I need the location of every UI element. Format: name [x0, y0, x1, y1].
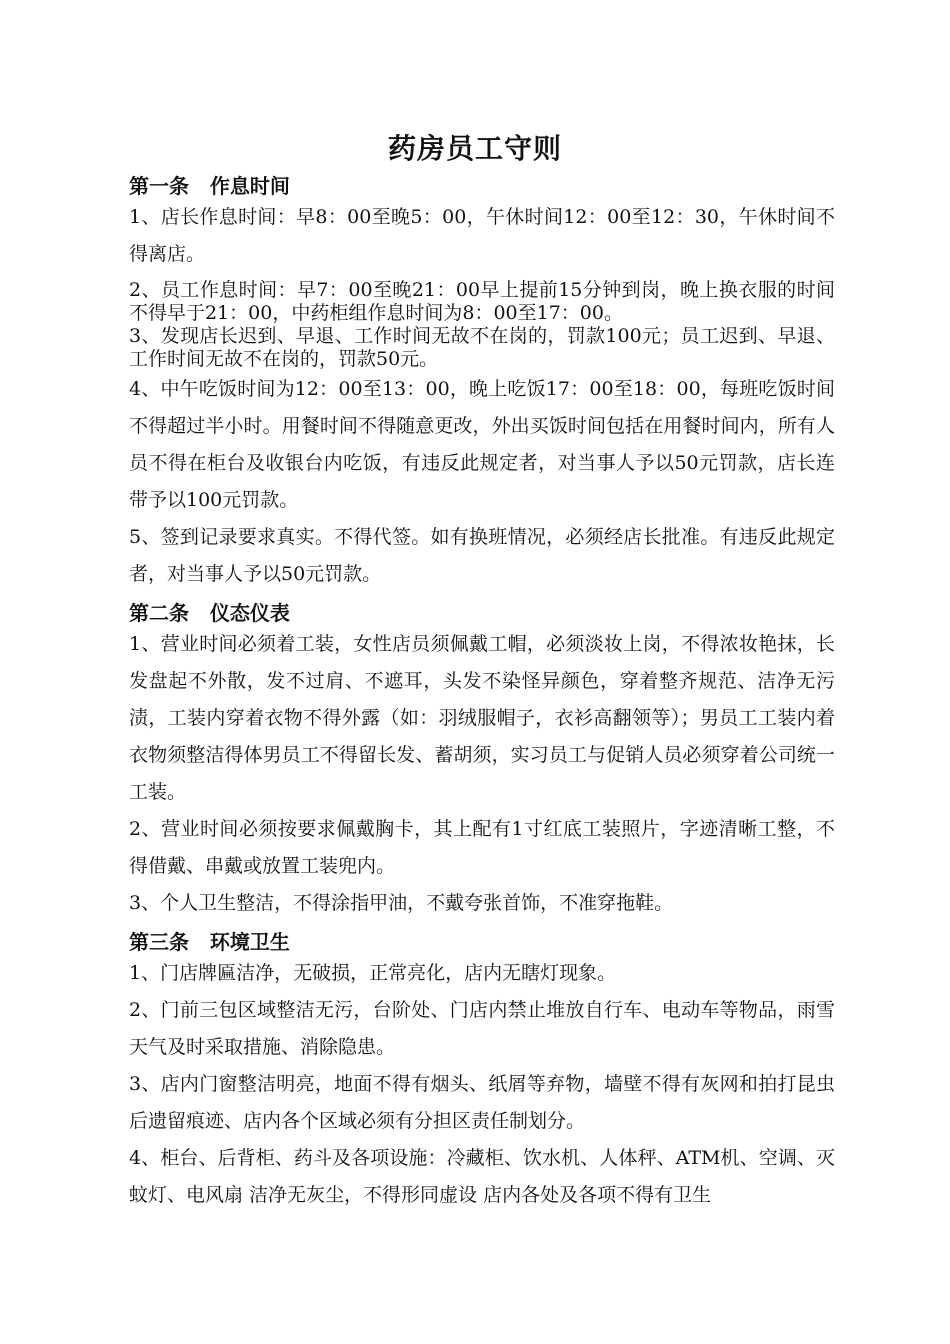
document-title: 药房员工守则 — [387, 132, 562, 165]
rule-paragraph: 3、店内门窗整洁明亮，地面不得有烟头、纸屑等弃物，墙壁不得有灰网和拍打昆虫后遗留痕迹、店内各个区域必须有分担区责任制划分。 — [129, 1073, 835, 1132]
rule-paragraph: 2、营业时间必须按要求佩戴胸卡，其上配有1寸红底工装照片，字迹清晰工整，不得借戴、串戴或放置工装兜内。 — [129, 818, 835, 877]
rule-paragraph: 5、签到记录要求真实。不得代签。如有换班情况，必须经店长批准。有违反此规定者，对当事人予以50元罚款。 — [129, 526, 835, 585]
rule-paragraph: 2、门前三包区域整洁无污，台阶处、门店内禁止堆放自行车、电动车等物品，雨雪天气及时采取措施、消除隐患。 — [129, 999, 835, 1058]
rule-paragraph: 2、员工作息时间：早7：00至晚21：00早上提前15分钟到岗，晚上换衣服的时间不得早于21：00，中药柜组作息时间为8：00至17：00。 — [129, 279, 835, 324]
rule-paragraph: 1、门店牌匾洁净，无破损，正常亮化，店内无瞎灯现象。 — [129, 962, 617, 984]
rule-paragraph: 3、个人卫生整洁，不得涂指甲油，不戴夸张首饰，不准穿拖鞋。 — [129, 892, 674, 914]
document-body — [129, 173, 835, 1214]
rule-paragraph: 1、店长作息时间：早8：00至晚5：00，午休时间12：00至12：30，午休时间不得离店。 — [129, 206, 835, 265]
rule-paragraph: 4、中午吃饭时间为12：00至13：00，晚上吃饭17：00至18：00，每班吃饭时间不得超过半小时。用餐时间不得随意更改，外出买饭时间包括在用餐时间内，所有人员不得在柜台及收银台内吃饭，有违反此规定者，对当事人予以50元罚款，店长连带予以100元罚款。 — [129, 378, 835, 511]
section-heading-environment: 第三条 环境卫生 — [129, 930, 290, 954]
section-heading-work-hours: 第一条 作息时间 — [129, 174, 290, 198]
section-heading-appearance: 第二条 仪态仪表 — [129, 601, 290, 625]
rule-paragraph: 4、柜台、后背柜、药斗及各项设施：冷藏柜、饮水机、人体秤、ATM机、空调、灭蚊灯、电风扇 洁净无灰尘，不得形同虚设 店内各处及各项不得有卫生 — [129, 1147, 835, 1206]
rule-paragraph: 3、发现店长迟到、早退、工作时间无故不在岗的，罚款100元；员工迟到、早退、工作时间无故不在岗的，罚款50元。 — [129, 325, 835, 370]
rule-paragraph: 1、营业时间必须着工装，女性店员须佩戴工帽，必须淡妆上岗，不得浓妆艳抹，长发盘起不外散，发不过肩、不遮耳，头发不染怪异颜色，穿着整齐规范、洁净无污渍，工装内穿着衣物不得外露（如：羽绒服帽子，衣衫高翻领等）；男员工工装内着衣物须整洁得体男员工不得留长发、蓄胡须，实习员工与促销人员必须穿着公司统一工装。 — [129, 633, 835, 803]
